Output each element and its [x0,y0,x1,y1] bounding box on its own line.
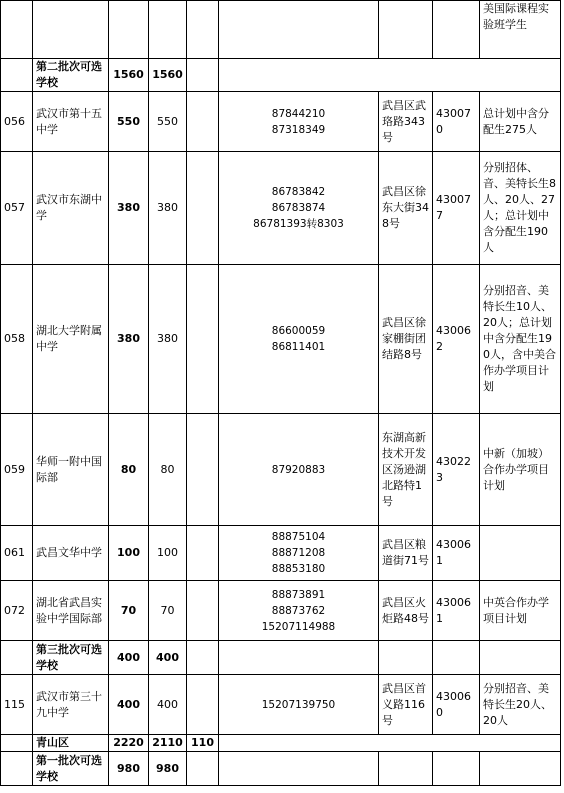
school-gen: 400 [149,675,187,735]
phone-number: 87844210 [271,107,326,120]
school-row [1,265,561,414]
school-name: 湖北大学附属中学 [33,265,109,414]
district-row [1,735,561,752]
phone-number: 15207139750 [261,698,336,711]
district-plan: 2220 [109,735,149,752]
phone-number: 88873762 [271,604,326,617]
school-code: 061 [1,526,33,581]
school-zip: 430061 [433,526,480,581]
phone-number: 15207114988 [261,620,336,633]
school-address: 武昌区首义路116号 [379,675,433,735]
school-zip: 430062 [433,265,480,414]
batch-row [1,59,561,92]
phone-number: 86811401 [271,341,326,353]
school-gen: 380 [149,265,187,414]
batch-gen: 980 [149,752,187,786]
school-phones [219,414,379,526]
school-gen: 550 [149,92,187,152]
school-name: 武汉市第三十九中学 [33,675,109,735]
school-zip: 430223 [433,414,480,526]
school-name: 华师一附中国际部 [33,414,109,526]
school-row [1,526,561,581]
school-code: 059 [1,414,33,526]
phone-number: 86783874 [271,202,326,214]
phone-number: 87318349 [271,123,326,136]
school-note: 分别招音、美特长生10人、20人；总计划中含分配生190人，含中美合作办学项目计划 [480,265,561,414]
school-plan: 400 [109,675,149,735]
school-zip: 430060 [433,675,480,735]
school-row [1,92,561,152]
batch-plan: 400 [109,641,149,675]
batch-label: 第三批次可选学校 [33,641,109,675]
school-name: 武汉市第十五中学 [33,92,109,152]
school-gen: 380 [149,152,187,265]
school-phones [219,92,379,152]
school-note [480,526,561,581]
school-row [1,581,561,641]
school-note: 分别招体、音、美特长生8人、20人、27人；总计划中含分配生190人 [480,152,561,265]
school-address: 武昌区徐家棚街团结路8号 [379,265,433,414]
school-plan: 380 [109,152,149,265]
school-zip: 430061 [433,581,480,641]
phone-number: 88875104 [271,531,326,543]
school-code: 115 [1,675,33,735]
batch-label: 第一批次可选学校 [33,752,109,786]
school-phones [219,526,379,581]
school-plan: 380 [109,265,149,414]
phone-number: 86781393转8303 [253,218,344,230]
school-plan: 100 [109,526,149,581]
school-address: 东湖高新技术开发区汤逊湖北路特1号 [379,414,433,526]
school-code: 057 [1,152,33,265]
school-note: 分别招音、美特长生20人、20人 [480,675,561,735]
district-other: 110 [187,735,219,752]
note-cell: 美国际课程实验班学生 [480,1,561,59]
school-row [1,152,561,265]
school-phones [219,152,379,265]
school-gen: 100 [149,526,187,581]
batch-gen: 400 [149,641,187,675]
school-plan: 550 [109,92,149,152]
batch-label: 第二批次可选学校 [33,59,109,92]
school-plan: 70 [109,581,149,641]
batch-plan: 980 [109,752,149,786]
school-plan: 80 [109,414,149,526]
school-phones [219,675,379,735]
batch-row [1,752,561,786]
batch-row [1,641,561,675]
school-code: 058 [1,265,33,414]
phone-number: 88853180 [271,563,326,575]
school-zip: 430077 [433,152,480,265]
school-code: 072 [1,581,33,641]
school-note: 中新（加坡）合作办学项目计划 [480,414,561,526]
district-label: 青山区 [33,735,109,752]
school-gen: 70 [149,581,187,641]
school-note: 中英合作办学项目计划 [480,581,561,641]
school-row [1,675,561,735]
school-address: 武昌区粮道街71号 [379,526,433,581]
school-phones [219,265,379,414]
school-note: 总计划中含分配生275人 [480,92,561,152]
batch-plan: 1560 [109,59,149,92]
school-zip: 430070 [433,92,480,152]
school-phones [219,581,379,641]
school-gen: 80 [149,414,187,526]
phone-number: 88871208 [271,547,326,559]
phone-number: 86600059 [271,325,326,337]
school-row [1,414,561,526]
school-address: 武昌区火炬路48号 [379,581,433,641]
school-name: 武昌文华中学 [33,526,109,581]
phone-number: 87920883 [271,463,326,476]
school-name: 武汉市东湖中学 [33,152,109,265]
school-code: 056 [1,92,33,152]
phone-number: 88873891 [271,588,326,601]
batch-gen: 1560 [149,59,187,92]
table-row [1,1,561,59]
school-address: 武昌区武珞路343号 [379,92,433,152]
district-gen: 2110 [149,735,187,752]
school-name: 湖北省武昌实验中学国际部 [33,581,109,641]
phone-number: 86783842 [271,186,326,198]
school-address: 武昌区徐东大街348号 [379,152,433,265]
